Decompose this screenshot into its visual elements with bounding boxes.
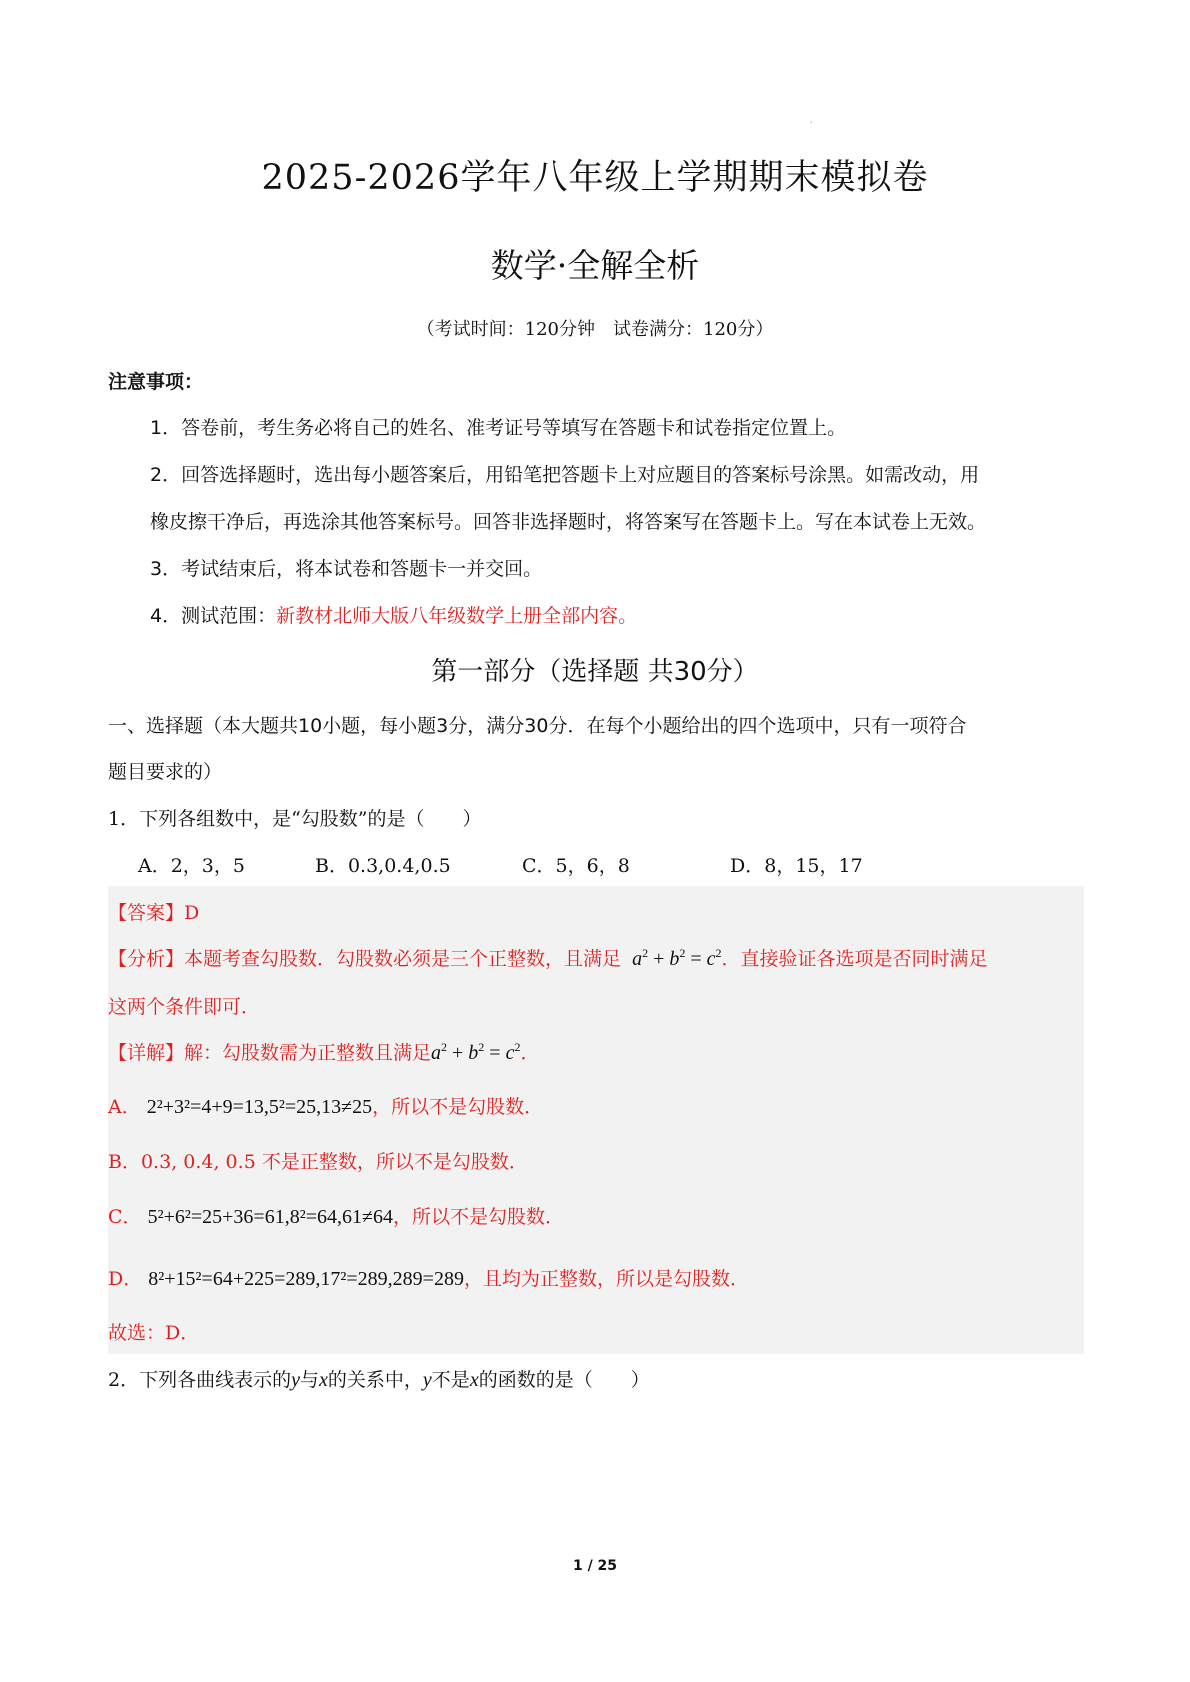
section-instructions-line-2: 题目要求的）	[108, 761, 223, 783]
q2-var-x-2: x	[469, 1369, 479, 1391]
option-a-math: 2²+3²=4+9=13,5²=25,13≠25	[146, 1096, 373, 1118]
q2-var-y: y	[291, 1369, 300, 1391]
question-1-option-b: B．0.3,0.4,0.5	[315, 855, 451, 877]
test-scope: 新教材北师大版八年级数学上册全部内容。	[276, 605, 638, 627]
detail-suffix: ．	[520, 1042, 540, 1064]
notice-item-2-line-1: 2．回答选择题时，选出每小题答案后，用铅笔把答题卡上对应题目的答案标号涂黑。如需改动，用	[150, 464, 980, 486]
q2-stem-part-5: 的函数的是（ ）	[478, 1369, 650, 1391]
page-mark: '	[810, 120, 813, 129]
q2-var-y-2: y	[422, 1369, 432, 1391]
solution-option-c	[108, 1202, 564, 1229]
option-c-label: C．	[108, 1206, 142, 1228]
solution-analysis-line-2: 这两个条件即可．	[108, 996, 261, 1018]
solution-analysis	[108, 944, 988, 971]
solution-conclusion: 故选：D．	[108, 1322, 200, 1344]
notice-item-2-line-2: 橡皮擦干净后，再选涂其他答案标号。回答非选择题时，将答案写在答题卡上。写在本试卷上无效。	[150, 511, 987, 533]
question-1-option-d: D．8，15，17	[730, 855, 863, 877]
notice-item-3: 3．考试结束后，将本试卷和答题卡一并交回。	[150, 558, 543, 580]
pythagorean-formula-2: $a^2 + b^2 = c^2$	[431, 1040, 521, 1064]
option-d-math: 8²+15²=64+225=289,17²=289,289=289	[148, 1268, 464, 1290]
analysis-suffix: ．直接验证各选项是否同时满足	[721, 948, 988, 970]
section-instructions-line-1: 一、选择题（本大题共10小题，每小题3分，满分30分．在每个小题给出的四个选项中，只有一项符合	[108, 715, 967, 737]
solution-option-a	[108, 1092, 543, 1119]
q2-var-x: x	[319, 1369, 328, 1391]
q2-stem-part-1: 2．下列各曲线表示的	[108, 1369, 292, 1391]
option-a-label: A．	[108, 1096, 141, 1118]
option-b-text: 0.3, 0.4, 0.5 不是正整数，所以不是勾股数．	[140, 1151, 528, 1173]
detail-prefix: 【详解】解：勾股数需为正整数且满足	[108, 1042, 432, 1064]
analysis-prefix: 【分析】本题考查勾股数．勾股数必须是三个正整数，且满足	[108, 948, 622, 970]
q2-stem-part-4: 不是	[431, 1369, 470, 1391]
option-a-text: ，所以不是勾股数．	[372, 1096, 544, 1118]
notice-item-1: 1．答卷前，考生务必将自己的姓名、准考证号等填写在答题卡和试卷指定位置上。	[150, 417, 847, 439]
solution-option-b	[108, 1147, 528, 1174]
notice-item-4	[150, 601, 637, 628]
option-c-math: 5²+6²=25+36=61,8²=64,61≠64	[147, 1206, 393, 1228]
question-1-option-a: A．2，3，5	[138, 855, 245, 877]
option-d-label: D．	[108, 1268, 143, 1290]
exam-info: （考试时间：120分钟 试卷满分：120分）	[416, 319, 774, 340]
question-2-stem	[108, 1365, 650, 1392]
q2-stem-part-2: 与	[299, 1369, 319, 1391]
notice-item-4-prefix: 4．测试范围：	[150, 605, 277, 627]
part-one-heading: 第一部分（选择题 共30分）	[431, 657, 759, 687]
solution-answer: 【答案】D	[108, 902, 200, 924]
page-number: 1 / 25	[572, 1558, 618, 1574]
document-subtitle: 数学·全解全析	[490, 246, 700, 285]
question-1-stem: 1．下列各组数中，是“勾股数”的是（ ）	[108, 808, 482, 830]
q2-stem-part-3: 的关系中，	[327, 1369, 423, 1391]
document-title: 2025-2026学年八年级上学期期末模拟卷	[261, 158, 929, 198]
option-c-text: ，所以不是勾股数．	[392, 1206, 564, 1228]
question-1-option-c: C．5，6，8	[522, 855, 630, 877]
solution-option-d	[108, 1264, 749, 1291]
option-d-text: ，且均为正整数，所以是勾股数．	[463, 1268, 749, 1290]
solution-detail	[108, 1038, 539, 1065]
pythagorean-formula: $a^2 + b^2 = c^2$	[632, 946, 722, 970]
notice-heading: 注意事项：	[108, 371, 204, 393]
option-b-label: B．	[108, 1151, 141, 1173]
